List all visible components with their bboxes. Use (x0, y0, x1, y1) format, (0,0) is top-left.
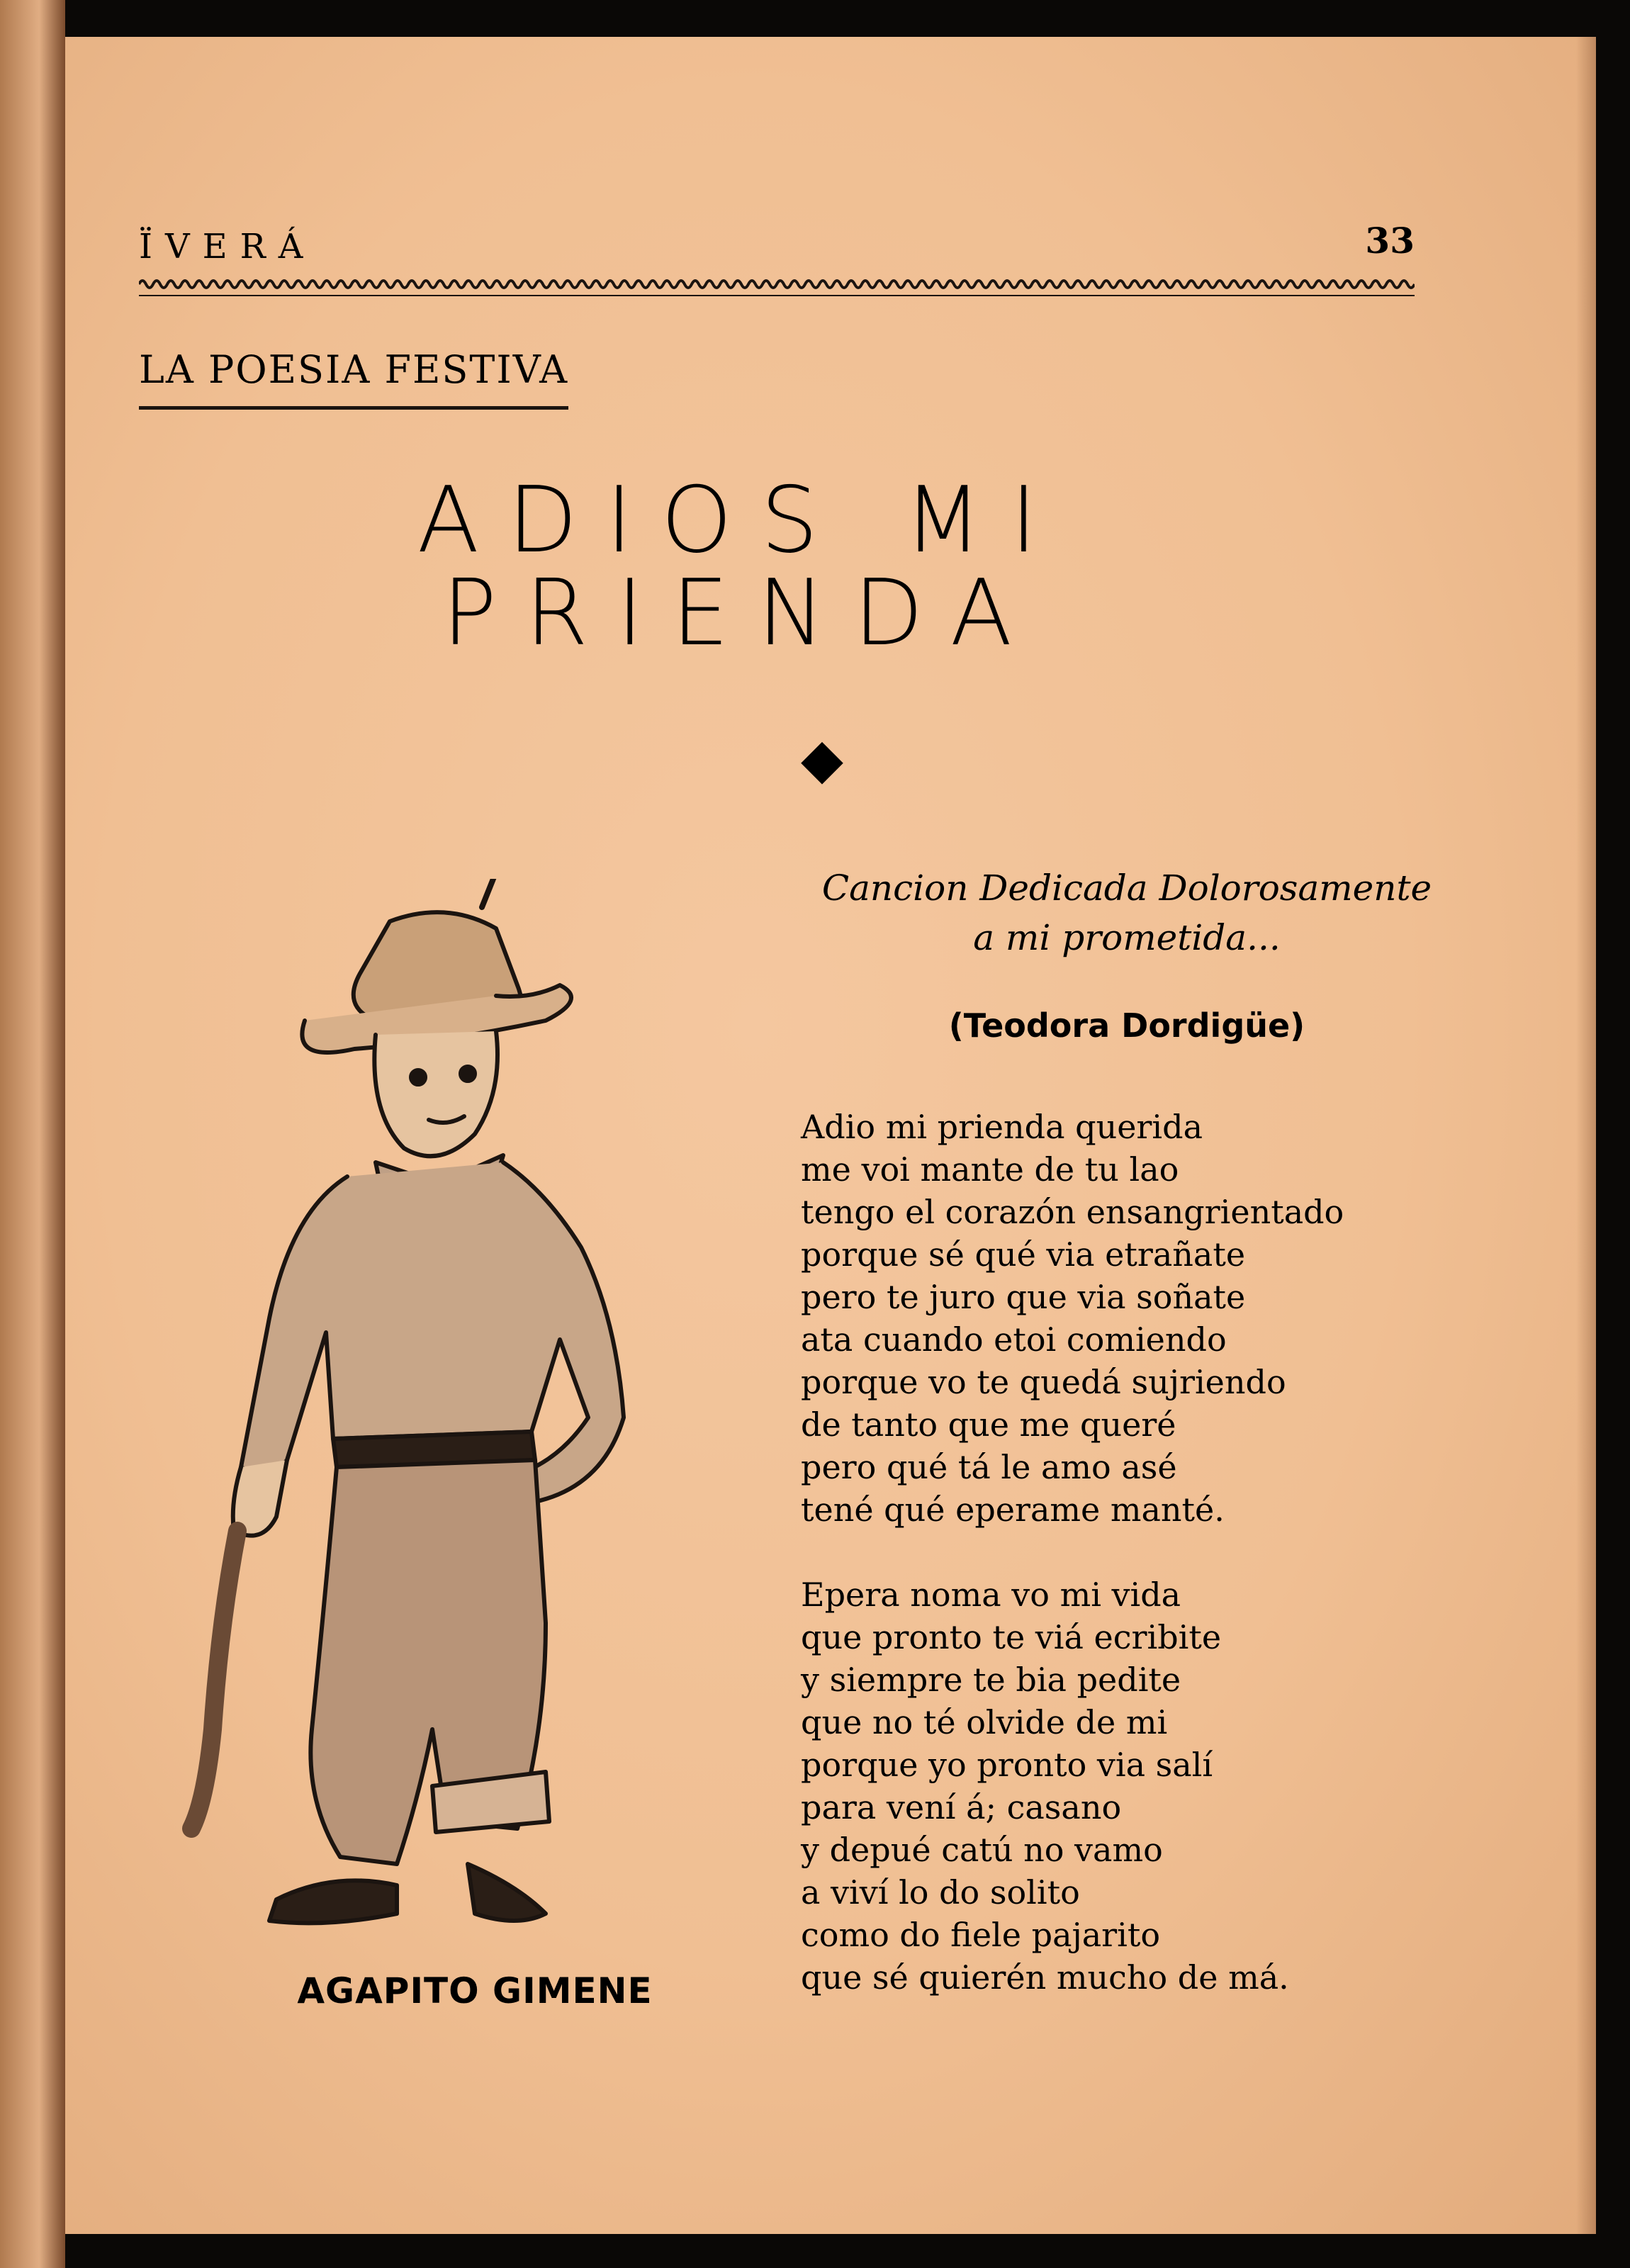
poem-body (801, 1106, 1474, 2041)
verse-line: que pronto te viá ecribite (801, 1618, 1222, 1656)
wavy-rule (139, 273, 1415, 301)
verse-line: ata cuando etoi comiendo (801, 1320, 1227, 1359)
page-number: 33 (1365, 220, 1415, 262)
diamond-ornament-icon: ◆ (801, 727, 843, 791)
book-spine (0, 0, 65, 2268)
stanza-1 (801, 1106, 1474, 1531)
poem-title-line-2: PRIENDA (442, 560, 1041, 666)
dedication (794, 863, 1460, 962)
poem-title-line-1: ADIOS MI (417, 468, 1066, 573)
verse-line: como do fiele pajarito (801, 1916, 1161, 1954)
left-shoe (269, 1880, 397, 1923)
verse-line: porque sé qué via etrañate (801, 1235, 1246, 1274)
verse-line: que sé quierén mucho de má. (801, 1958, 1289, 1997)
verse-line: y siempre te bia pedite (801, 1661, 1181, 1699)
section-label: LA POESIA FESTIVA (139, 347, 568, 410)
verse-line: porque vo te quedá sujriendo (801, 1363, 1286, 1401)
verse-line: pero te juro que via soñate (801, 1278, 1246, 1316)
running-header (139, 177, 1415, 266)
dedication-line-2: a mi prometida... (973, 917, 1281, 958)
dedication-line-1: Cancion Dedicada Dolorosamente (821, 868, 1432, 909)
verse-line: pero qué tá le amo asé (801, 1448, 1177, 1486)
verse-line: Adio mi prienda querida (801, 1108, 1203, 1146)
poem-title (139, 468, 1344, 666)
verse-line: y depué catú no vamo (801, 1831, 1163, 1869)
verse-line: de tanto que me queré (801, 1405, 1176, 1444)
gaucho-illustration (163, 879, 801, 1970)
verse-line: tené qué eperame manté. (801, 1491, 1225, 1529)
running-title: ÏVERÁ (139, 227, 316, 266)
page-edge-shadow (1576, 37, 1596, 2234)
sausage-string (191, 1531, 237, 1829)
verse-line: Epera noma vo mi vida (801, 1576, 1181, 1614)
right-shoe (468, 1864, 546, 1921)
verse-line: a viví lo do solito (801, 1873, 1080, 1911)
illustration-caption: AGAPITO GIMENE (297, 1970, 653, 2011)
verse-line: tengo el corazón ensangrientado (801, 1193, 1344, 1231)
author-name: (Teodora Dordigüe) (948, 1006, 1305, 1045)
verse-line: para vení á; casano (801, 1788, 1122, 1826)
stanza-2 (801, 1573, 1474, 1999)
face (374, 1031, 498, 1156)
verse-line: que no té olvide de mi (801, 1703, 1168, 1741)
verse-line: porque yo pronto via salí (801, 1746, 1213, 1784)
verse-line: me voi mante de tu lao (801, 1150, 1179, 1189)
